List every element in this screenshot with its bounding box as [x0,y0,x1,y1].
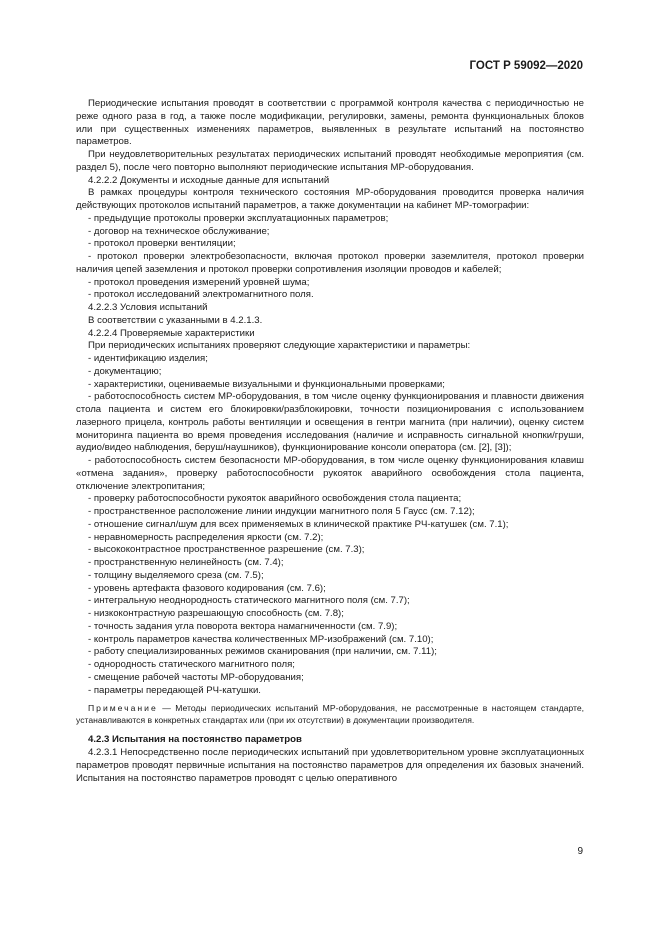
section-heading: 4.2.3 Испытания на постоянство параметров [88,734,302,746]
list-item: - неравномерность распределения яркости (см. 7.2); [88,531,324,543]
subsection-heading: 4.2.2.4 Проверяемые характеристики [88,327,255,339]
list-item: - параметры передающей РЧ-катушки. [88,684,261,696]
list-item: - уровень артефакта фазового кодирования (см. 7.6); [88,582,326,594]
list-item: - толщину выделяемого среза (см. 7.5); [88,569,264,581]
list-item: - пространственное расположение линии индукции магнитного поля 5 Гаусс (см. 7.12); [88,506,475,517]
list-item: - протокол проведения измерений уровней шума; [88,276,310,288]
list-item: - работу специализированных режимов сканирования (при наличии, см. 7.11); [88,646,437,658]
paragraph: 4.2.3.1 Непосредственно после периодических испытаний при удовлетворительном уровне эксплуатационных параметров проводят первичные испытания на постоянство параметров для определения их базовых значений. Испытания на постоянство параметров проводят с целью оперативного [76,747,584,784]
list-item: - контроль параметров качества количественных МР-изображений (см. 7.10); [88,633,434,645]
list-item: - предыдущие протоколы проверки эксплуатационных параметров; [88,212,389,224]
list-item: - низкоконтрастную разрешающую способность (см. 7.8); [88,608,344,619]
list-item: - договор на техническое обслуживание; [88,225,270,237]
document-body [76,98,584,785]
list-item: - работоспособность систем МР-оборудования, в том числе оценку функционирования и плавности движения стола пациента и систем его блокировки/разблокировки, точности позиционирования с использованием лазерного прицела, контроль работы вентиляции и освещения в гентри магнита (при наличии), оценку систем мониторинга пациента во время проведения исследования (наличие и исправность сигнальной кнопки/груши, аудио/видео наблюдения, беруш/наушников), функционирование консоли оператора (см. [2], [3]); [76,391,584,454]
paragraph: В соответствии с указанными в 4.2.1.3. [88,314,263,326]
list-item: - однородность статического магнитного поля; [88,659,295,670]
list-item: - протокол проверки вентиляции; [88,238,236,250]
note-label: Примечание [88,703,158,714]
list-item: - характеристики, оцениваемые визуальными и функциональными проверками; [88,378,445,390]
list-item: - проверку работоспособности рукояток аварийного освобождения стола пациента; [88,493,462,505]
list-item: - интегральную неоднородность статического магнитного поля (см. 7.7); [88,595,410,607]
paragraph: Периодические испытания проводят в соответствии с программой контроля качества с периодичностью не реже одного раза в год, а также после модификации, регулировки, замены, ремонта функциональных блоков или при существенных изменениях параметров, выявленных в результате испытаний на постоянство параметров. [76,98,584,148]
list-item: - пространственную нелинейность (см. 7.4); [88,557,284,568]
paragraph: При периодических испытаниях проверяют следующие характеристики и параметры: [88,340,471,352]
subsection-heading: 4.2.2.2 Документы и исходные данные для испытаний [88,174,330,186]
list-item: - отношение сигнал/шум для всех применяемых в клинической практике РЧ-катушек (см. 7.1); [88,518,509,530]
list-item: - протокол проверки электробезопасности, включая протокол проверки заземлителя, протокол проверки наличия цепей заземления и протокол проверки сопротивления изоляции проводов и кабелей; [76,251,584,275]
list-item: - идентификацию изделия; [88,353,208,364]
list-item: - точность задания угла поворота вектора намагниченности (см. 7.9); [88,620,398,632]
list-item: - работоспособность систем безопасности МР-оборудования, в том числе оценку функционирования клавиш «отмена задания», проверку работоспособности рукояток аварийного освобождения стола пациента, отключение электропитания; [76,455,584,492]
list-item: - смещение рабочей частоты МР-оборудования; [88,671,304,683]
subsection-heading: 4.2.2.3 Условия испытаний [88,302,208,313]
note [76,703,584,726]
list-item: - протокол исследований электромагнитного поля. [88,289,314,301]
note-text: — Методы периодических испытаний МР-оборудования, не рассмотренные в настоящем стандарте, устанавливаются в конкретных стандартах или (при их отсутствии) в документации производителя. [76,703,584,725]
standard-designation: ГОСТ Р 59092—2020 [469,60,583,72]
page-number: 9 [577,846,583,857]
paragraph: В рамках процедуры контроля технического состояния МР-оборудования проводится проверка наличия действующих протоколов испытаний параметров, а также документации на кабинет МР-томографии: [76,187,584,211]
list-item: - документацию; [88,365,162,377]
paragraph: При неудовлетворительных результатах периодических испытаний проводят необходимые мероприятия (см. раздел 5), после чего повторно выполняют периодические испытания МР-оборудования. [76,149,584,173]
list-item: - высококонтрастное пространственное разрешение (см. 7.3); [88,544,365,556]
